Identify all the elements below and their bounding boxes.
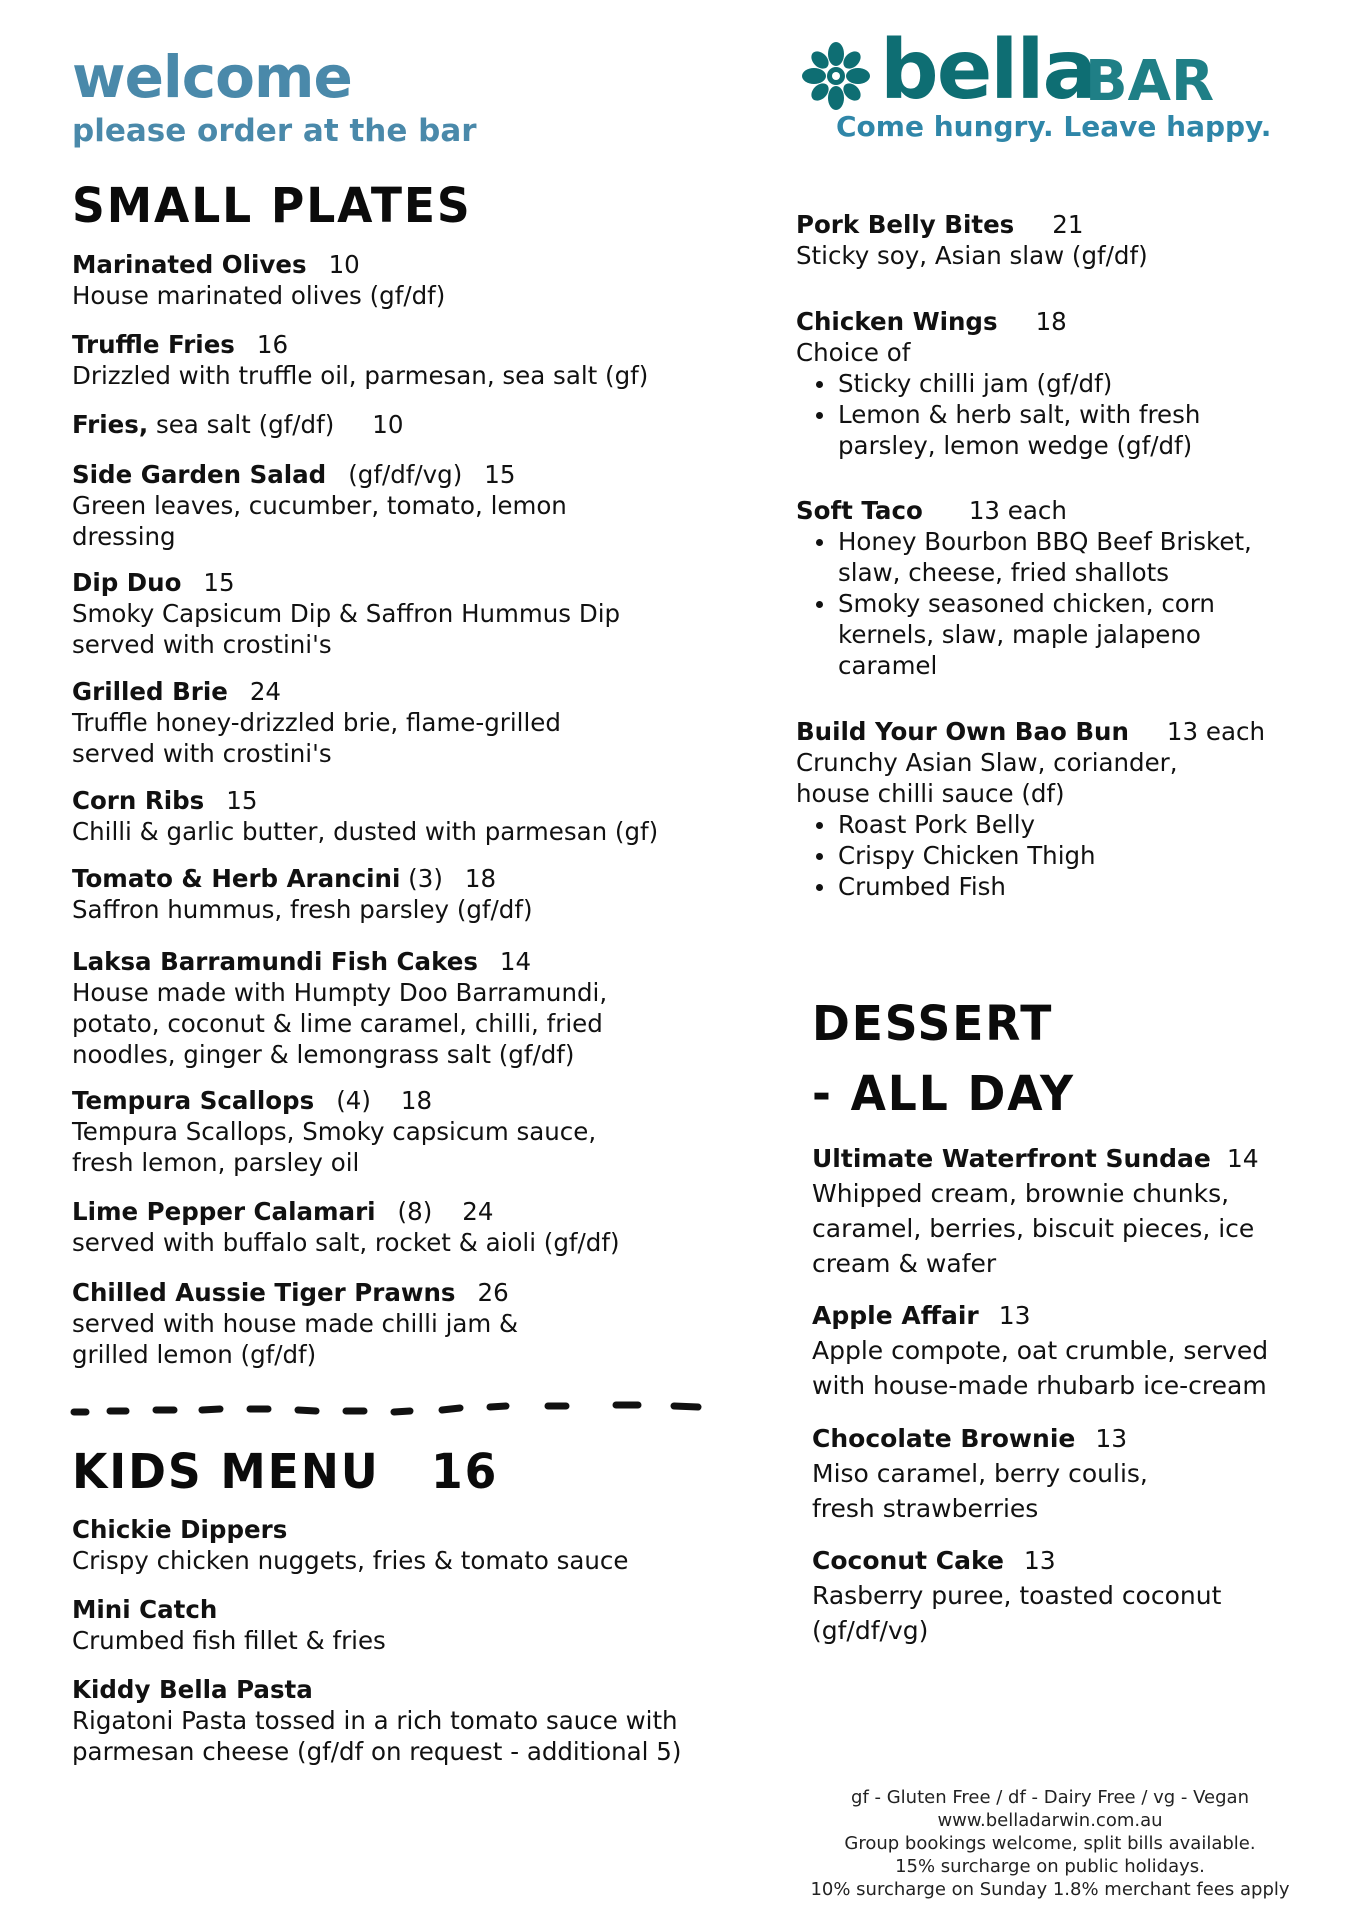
item-price: 13 (1095, 1424, 1128, 1453)
item-note: (3) (408, 864, 443, 893)
item-name: Chilled Aussie Tiger Prawns (72, 1278, 456, 1307)
item-description: Rigatoni Pasta tossed in a rich tomato sauce with parmesan cheese (gf/df on request - additional 5) (72, 1706, 682, 1766)
order-at-bar-subtitle: please order at the bar (72, 113, 477, 149)
item-description: Apple compote, oat crumble, served with house-made rhubarb ice-cream (812, 1336, 1269, 1400)
item-price: 15 (226, 786, 258, 815)
item-price: 24 (462, 1197, 494, 1226)
item-name: Pork Belly Bites (796, 210, 1015, 239)
dietary-legend: gf - Gluten Free / df - Dairy Free / vg - Vegan (851, 1787, 1249, 1808)
item-description: Green leaves, cucumber, tomato, lemon dressing (72, 491, 567, 551)
item-name: Ultimate Waterfront Sundae (812, 1144, 1211, 1173)
item-name: Kiddy Bella Pasta (72, 1675, 313, 1704)
item-price: 16 (256, 330, 289, 359)
option-list (796, 368, 1276, 461)
item-description: Smoky Capsicum Dip & Saffron Hummus Dip served with crostini's (72, 599, 621, 659)
menu-item (72, 329, 712, 391)
item-price: 26 (477, 1278, 509, 1307)
menu-item (812, 1543, 1302, 1648)
menu-item (72, 785, 712, 847)
item-description: Tempura Scallops, Smoky capsicum sauce, fresh lemon, parsley oil (72, 1117, 597, 1177)
menu-item (812, 1141, 1302, 1281)
dessert-heading-line2: - ALL DAY (812, 1066, 1075, 1122)
menu-item (812, 1298, 1302, 1403)
flower-icon (800, 40, 872, 112)
bookings-note: Group bookings welcome, split bills available. (844, 1833, 1256, 1854)
brand-name: bella (880, 23, 1096, 118)
item-name: Truffle Fries (72, 330, 235, 359)
item-description: Drizzled with truffle oil, parmesan, sea salt (gf) (72, 361, 649, 390)
item-description: Chilli & garlic butter, dusted with parmesan (gf) (72, 817, 659, 846)
menu-item (72, 946, 712, 1070)
item-description: Truffle honey-drizzled brie, flame-grilled served with crostini's (72, 708, 561, 768)
item-description: House made with Humpty Doo Barramundi, potato, coconut & lime caramel, chilli, fried noodles, ginger & lemongrass salt (gf/df) (72, 978, 608, 1069)
menu-item (72, 1514, 712, 1576)
sunday-surcharge-note: 10% surcharge on Sunday 1.8% merchant fees apply (810, 1879, 1290, 1900)
item-price: 15 (203, 568, 235, 597)
item-name: Coconut Cake (812, 1546, 1004, 1575)
item-description: House marinated olives (gf/df) (72, 281, 446, 310)
item-name: Build Your Own Bao Bun (796, 717, 1129, 746)
menu-item (72, 1196, 712, 1258)
item-name: Tempura Scallops (72, 1086, 315, 1115)
item-name: Apple Affair (812, 1301, 979, 1330)
item-price: 14 (1226, 1144, 1259, 1173)
small-plates-heading: SMALL PLATES (72, 178, 472, 234)
option-item: Roast Pork Belly (838, 809, 1276, 840)
dashed-divider (70, 1398, 710, 1420)
item-note: (8) (397, 1197, 433, 1226)
item-price: 10 (328, 250, 360, 279)
item-name: Marinated Olives (72, 250, 307, 279)
option-item: Smoky seasoned chicken, corn kernels, slaw, maple jalapeno caramel (838, 588, 1258, 681)
item-price: 13 (1023, 1546, 1056, 1575)
option-item: Honey Bourbon BBQ Beef Brisket, slaw, cheese, fried shallots (838, 526, 1258, 588)
item-name: Chocolate Brownie (812, 1424, 1076, 1453)
item-price: 18 (400, 1086, 433, 1115)
item-name: Tomato & Herb Arancini (72, 864, 401, 893)
menu-item (72, 567, 712, 660)
kids-menu-title: KIDS MENU (72, 1444, 380, 1500)
item-price: 24 (249, 677, 282, 706)
item-note: (4) (336, 1086, 371, 1115)
item-name: Lime Pepper Calamari (72, 1197, 376, 1226)
option-list (796, 809, 1276, 902)
item-price: 21 (1052, 210, 1084, 239)
menu-item (796, 306, 1276, 461)
item-price: 14 (499, 947, 532, 976)
item-description: Crumbed fish fillet & fries (72, 1626, 386, 1655)
menu-item (796, 209, 1276, 271)
footer (800, 1786, 1300, 1901)
menu-item (72, 676, 712, 769)
brand-tagline: Come hungry. Leave happy. (836, 110, 1272, 143)
item-note: (gf/df/vg) (348, 460, 463, 489)
holiday-surcharge-note: 15% surcharge on public holidays. (895, 1856, 1205, 1877)
item-name: Laksa Barramundi Fish Cakes (72, 947, 478, 976)
item-price: 18 (464, 864, 497, 893)
bella-bar-logo (800, 23, 1280, 146)
item-price: 10 (372, 410, 404, 439)
item-name: Corn Ribs (72, 786, 205, 815)
item-description: served with house made chilli jam & grilled lemon (gf/df) (72, 1309, 519, 1369)
option-item: Lemon & herb salt, with fresh parsley, lemon wedge (gf/df) (838, 399, 1238, 461)
item-price: 15 (484, 460, 516, 489)
welcome-title: welcome (72, 43, 352, 111)
menu-item (812, 1421, 1302, 1526)
item-name: Soft Taco (796, 496, 923, 525)
menu-item (72, 459, 712, 552)
menu-item (72, 1674, 732, 1767)
item-description: Crispy chicken nuggets, fries & tomato sauce (72, 1546, 629, 1575)
menu-item (72, 409, 712, 440)
item-price: 13 each (968, 496, 1067, 525)
item-description: served with buffalo salt, rocket & aioli (gf/df) (72, 1228, 620, 1257)
option-list (796, 526, 1276, 681)
menu-item (72, 1277, 712, 1370)
kids-menu-price: 16 (430, 1444, 499, 1500)
item-name: Grilled Brie (72, 677, 228, 706)
menu-item (796, 716, 1276, 902)
item-price: 18 (1035, 307, 1067, 336)
item-name: Chicken Wings (796, 307, 998, 336)
menu-item (72, 1594, 712, 1656)
item-description: Saffron hummus, fresh parsley (gf/df) (72, 895, 533, 924)
option-item: Crumbed Fish (838, 871, 1276, 902)
item-name: Side Garden Salad (72, 460, 327, 489)
menu-item (72, 1085, 712, 1178)
item-name: Dip Duo (72, 568, 182, 597)
item-description: Crunchy Asian Slaw, coriander, house chilli sauce (df) (796, 748, 1178, 808)
item-note: sea salt (gf/df) (155, 410, 335, 439)
item-description: Choice of (796, 338, 911, 367)
item-price: 13 each (1166, 717, 1265, 746)
item-name: Chickie Dippers (72, 1515, 288, 1544)
item-name: Mini Catch (72, 1595, 218, 1624)
item-description: Sticky soy, Asian slaw (gf/df) (796, 241, 1148, 270)
item-description: Whipped cream, brownie chunks, caramel, berries, biscuit pieces, ice cream & wafer (812, 1179, 1255, 1278)
option-item: Crispy Chicken Thigh (838, 840, 1276, 871)
item-name: Fries, (72, 410, 149, 439)
item-description: Miso caramel, berry coulis, fresh strawberries (812, 1459, 1148, 1523)
dessert-heading-line1: DESSERT (812, 996, 1054, 1052)
menu-item (796, 495, 1276, 681)
kids-menu-heading (72, 1444, 502, 1500)
brand-suffix: BAR (1085, 49, 1215, 114)
item-description: Rasberry puree, toasted coconut (gf/df/vg) (812, 1581, 1222, 1645)
item-price: 13 (998, 1301, 1031, 1330)
menu-item (72, 249, 712, 311)
website-link[interactable]: www.belladarwin.com.au (937, 1810, 1163, 1831)
option-item: Sticky chilli jam (gf/df) (838, 368, 1276, 399)
menu-item (72, 863, 712, 925)
